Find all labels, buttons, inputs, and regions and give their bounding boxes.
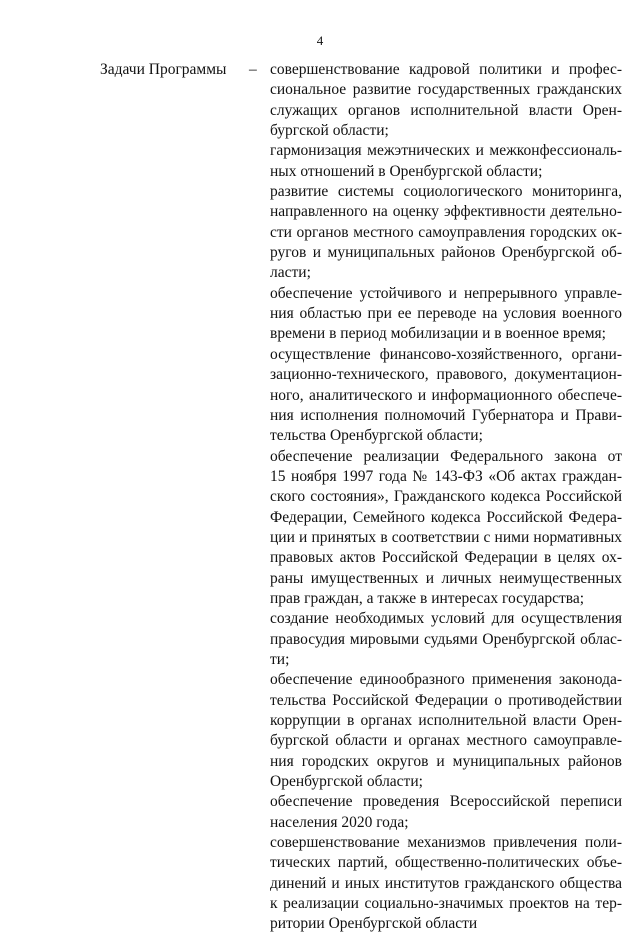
task-line: гармонизация межэтнических и межконфессиональ-	[270, 142, 622, 160]
task-line: обеспечение проведения Всероссийской переписи	[270, 793, 622, 811]
task-line: развитие системы социологического мониторинга,	[270, 183, 622, 201]
task-line: тельства Российской Федерации о противодействии	[270, 691, 622, 709]
task-line: обеспечение устойчивого и непрерывного управле-	[270, 284, 622, 302]
task-line: коррупции в органах исполнительной власти Орен-	[270, 712, 622, 729]
task-line: обеспечение единообразного применения законода-	[270, 671, 622, 689]
task-item	[270, 609, 622, 670]
task-line: осуществление финансово-хозяйственного, органи-	[270, 345, 622, 363]
task-line: ругов и муниципальных районов Оренбургской об-	[270, 244, 622, 262]
task-line: служащих органов исполнительной власти Орен-	[270, 101, 622, 119]
task-item	[270, 833, 622, 935]
task-line: ции и принятых в соответствии с ними нормативных	[270, 528, 622, 546]
task-line: раны имущественных и личных неимущественных	[270, 569, 622, 587]
task-item	[270, 182, 622, 284]
task-line: правовых актов Российской Федерации в целях ох-	[270, 549, 622, 567]
task-line: правосудия мировыми судьями Оренбургской облас-	[270, 630, 622, 648]
label-dash: –	[249, 61, 257, 78]
task-line: ного, аналитического и информационного обеспече-	[270, 386, 622, 404]
page-number: 4	[316, 33, 324, 48]
task-line: Федерации, Семейного кодекса Российской Федера-	[270, 508, 622, 526]
task-line: к реализации социально-значимых проектов на тер-	[270, 895, 622, 913]
task-item	[270, 670, 622, 792]
task-line: Оренбургской области;	[270, 773, 423, 791]
task-line: совершенствование механизмов привлечения поли-	[270, 834, 622, 852]
task-line: времени в период мобилизации и в военное время;	[270, 325, 606, 343]
task-line: бургской области и органах местного самоуправле-	[270, 732, 622, 750]
section-label: Задачи Программы	[100, 61, 227, 78]
task-line: бургской области;	[270, 122, 389, 140]
task-line: направленного на оценку эффективности деятельно-	[270, 203, 622, 221]
task-line: динений и иных институтов гражданского общества	[270, 874, 622, 892]
task-line: ных отношений в Оренбургской области;	[270, 162, 543, 180]
task-line: тельства Оренбургской области;	[270, 427, 483, 445]
task-item	[270, 141, 622, 182]
task-line: совершенствование кадровой политики и профес-	[270, 61, 622, 78]
task-line: сиональное развитие государственных гражданских	[270, 81, 622, 99]
task-line: ского состояния», Гражданского кодекса Российской	[270, 488, 622, 506]
task-line: ния областью при ее переводе на условия военного	[270, 305, 622, 323]
task-line: 15 ноября 1997 года № 143-ФЗ «Об актах граждан-	[270, 467, 622, 485]
task-line: ритории Оренбургской области	[270, 915, 478, 933]
task-item	[270, 345, 622, 447]
task-line: ния городских округов и муниципальных районов	[270, 752, 622, 770]
task-line: создание необходимых условий для осуществления	[270, 610, 622, 628]
task-line: обеспечение реализации Федерального закона от	[270, 447, 622, 465]
task-item	[270, 284, 622, 345]
tasks-list	[270, 60, 622, 935]
task-line: ласти;	[270, 264, 311, 282]
task-item	[270, 60, 622, 141]
task-line: тических партий, общественно-политических объе-	[270, 854, 622, 872]
task-line: прав граждан, а также в интересах государства;	[270, 589, 585, 607]
task-item	[270, 447, 622, 610]
task-line: сти органов местного самоуправления городских ок-	[270, 223, 622, 241]
task-item	[270, 792, 622, 833]
task-line: зационно-технического, правового, документацион-	[270, 366, 622, 384]
task-line: населения 2020 года;	[270, 813, 409, 831]
task-line: ния исполнения полномочий Губернатора и Прави-	[270, 406, 622, 424]
task-line: ти;	[270, 650, 290, 668]
